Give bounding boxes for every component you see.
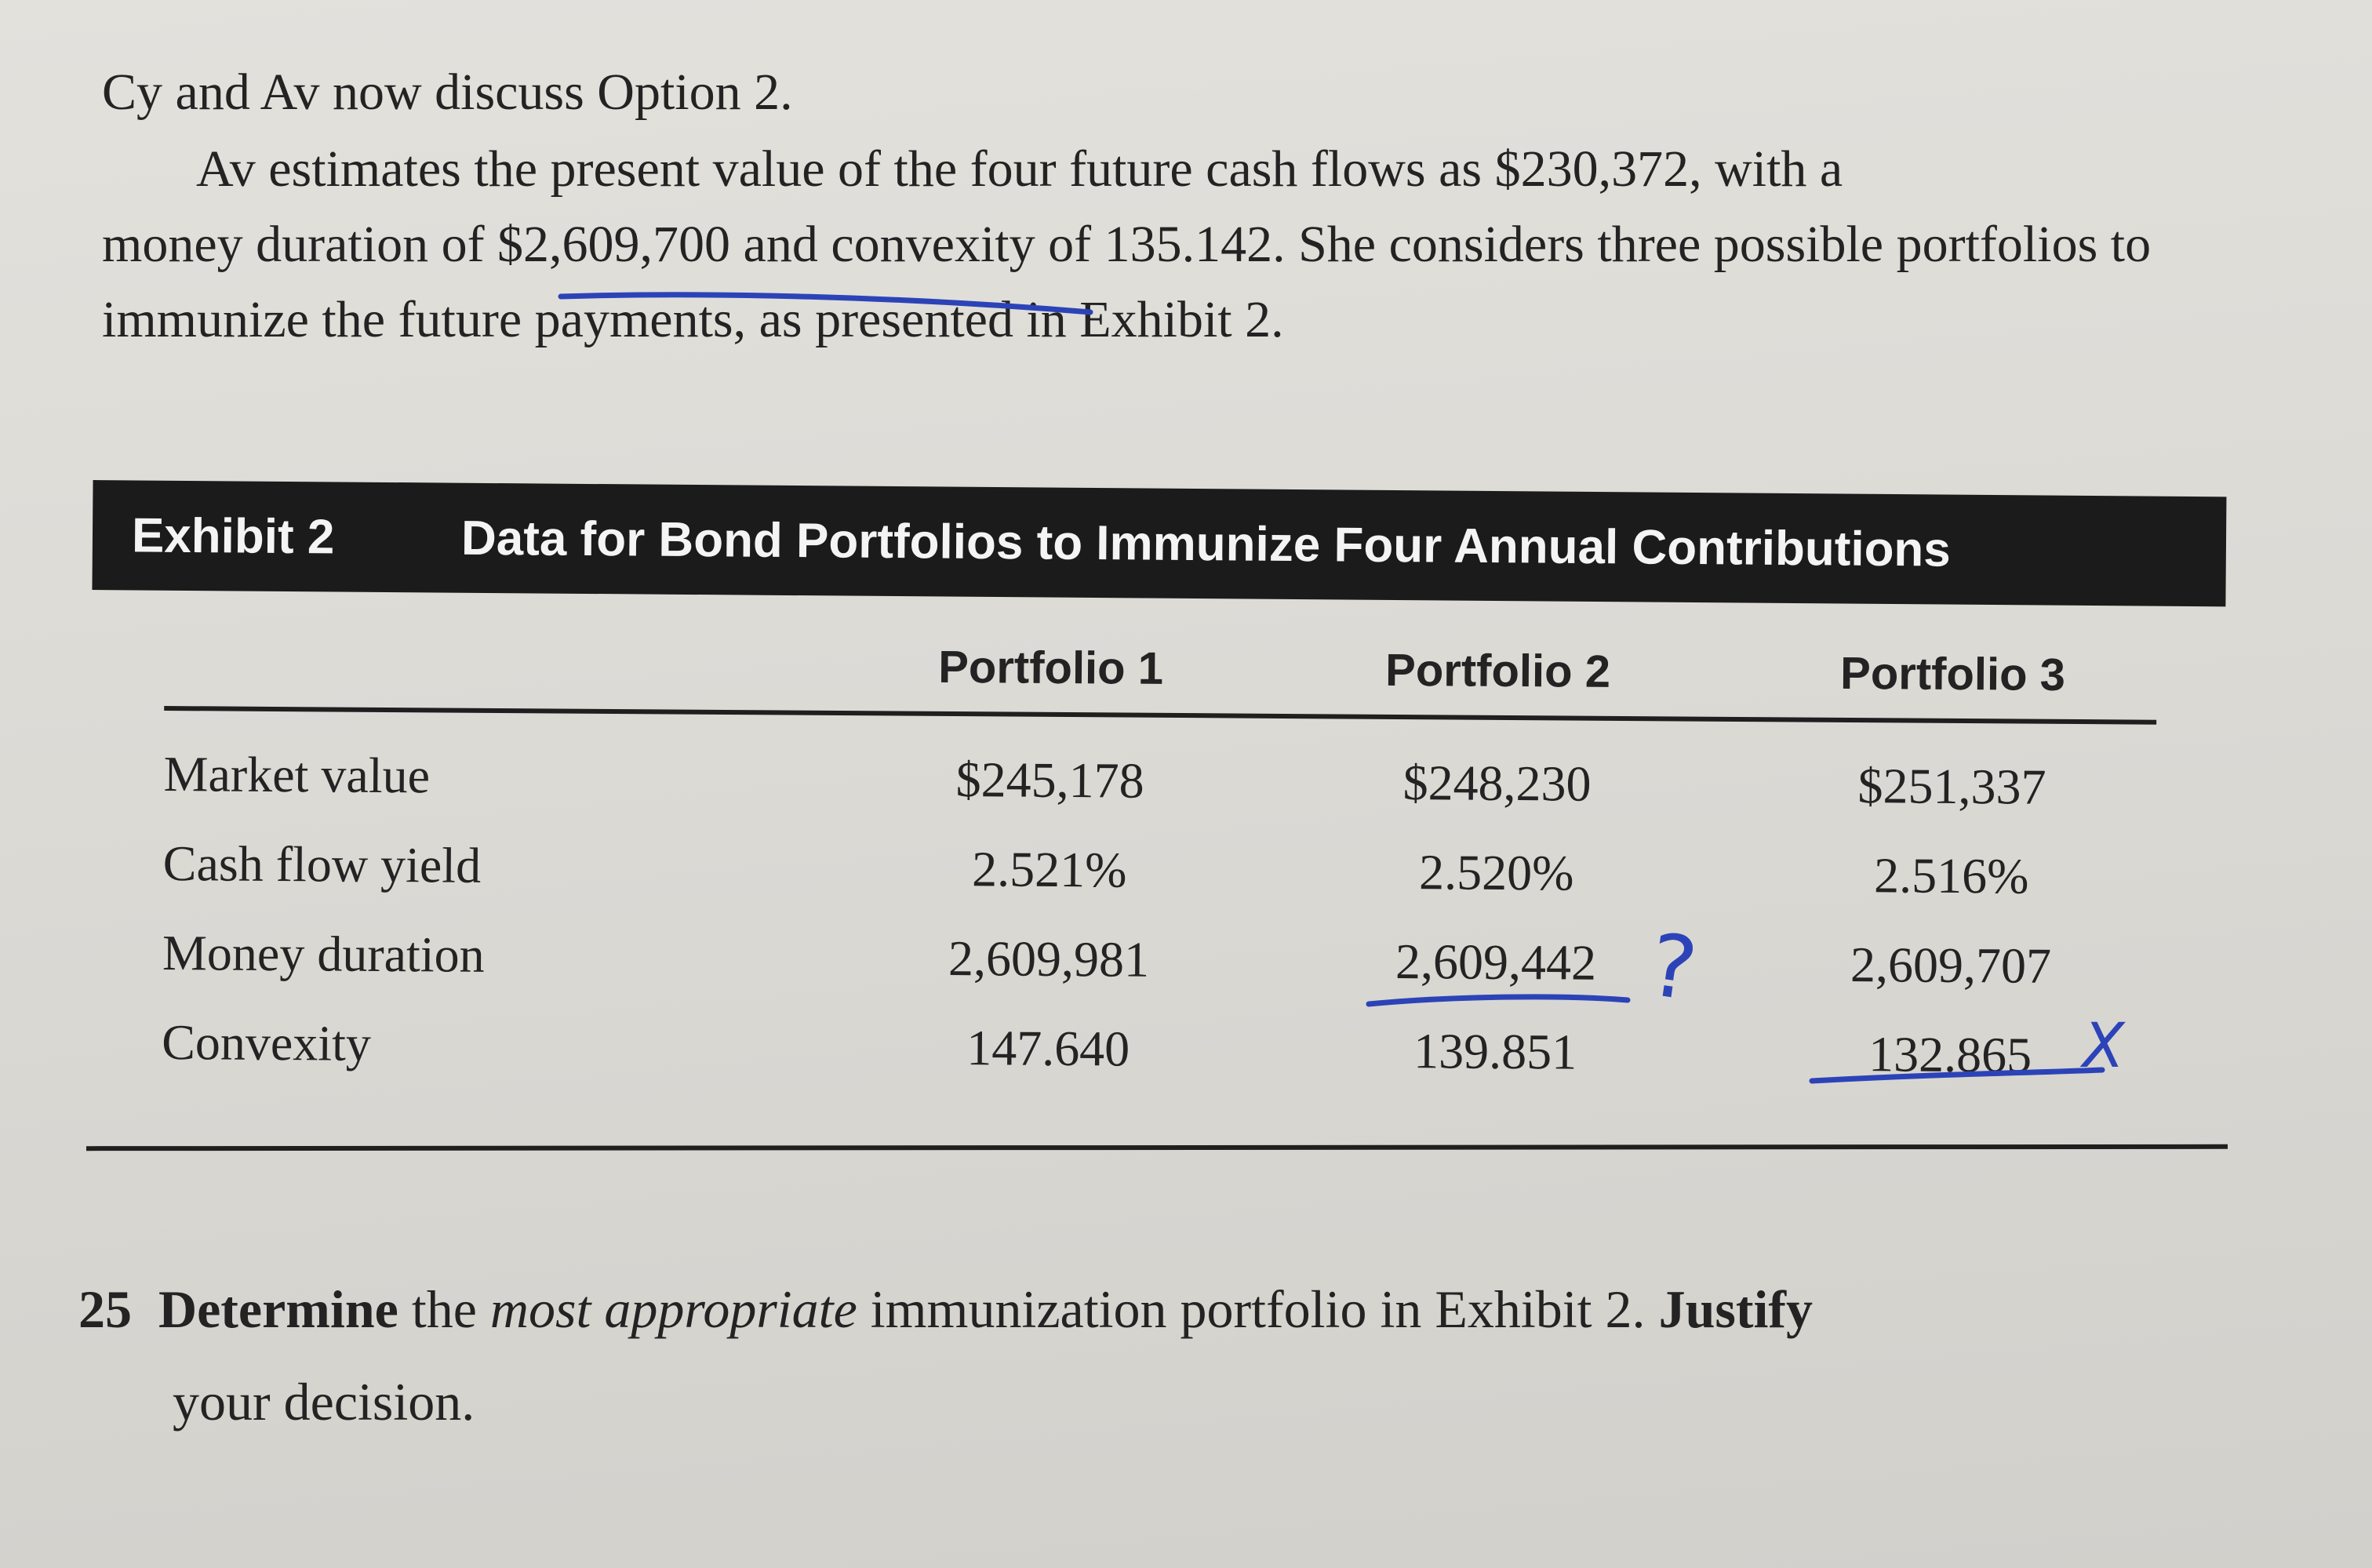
question-text-part2: immunization portfolio in Exhibit 2. bbox=[857, 1279, 1659, 1339]
cell-p1: 147.640 bbox=[966, 1020, 1130, 1077]
question-mark-annotation: ? bbox=[1643, 914, 1703, 1020]
cell-p3: $251,337 bbox=[1857, 758, 2046, 815]
intro-paragraph-rest: money duration of $2,609,700 and convexity of 135.142. She considers three possible portfolios to immunize the future payments, as presented in Exhibit 2. bbox=[102, 216, 2152, 348]
cell-p2: 139.851 bbox=[1413, 1023, 1577, 1080]
column-header-portfolio-1: Portfolio 1 bbox=[937, 641, 1164, 694]
table-row-cash-flow-yield bbox=[162, 819, 2156, 922]
row-label: Market value bbox=[163, 745, 431, 804]
question-25 bbox=[78, 1263, 2212, 1448]
cell-p1: 2.521% bbox=[971, 841, 1127, 898]
cell-p1: $245,178 bbox=[955, 751, 1144, 809]
table-body bbox=[162, 729, 2156, 1101]
exhibit-header-bar bbox=[92, 480, 2226, 606]
cell-p2: 2.520% bbox=[1418, 844, 1574, 901]
intro-paragraph-first-line: Av estimates the present value of the four future cash flows as $230,372, with a bbox=[196, 140, 1843, 198]
question-emphasis: most appropriate bbox=[489, 1279, 857, 1339]
cell-p2: $248,230 bbox=[1402, 755, 1592, 812]
question-number: 25 bbox=[78, 1279, 132, 1339]
row-label: Convexity bbox=[161, 1013, 372, 1071]
cross-mark-annotation: X bbox=[2083, 1011, 2125, 1082]
cell-p3: 132.865 bbox=[1868, 1026, 2032, 1083]
table-row-market-value bbox=[163, 729, 2156, 833]
question-verb-justify: Justify bbox=[1658, 1279, 1814, 1339]
table-row-convexity bbox=[162, 998, 2155, 1101]
question-text-part1: the bbox=[398, 1279, 490, 1339]
exhibit-label: Exhibit 2 bbox=[131, 508, 335, 564]
cell-p2: 2,609,442 bbox=[1395, 933, 1597, 991]
table-row-money-duration bbox=[162, 908, 2156, 1012]
column-header-portfolio-2: Portfolio 2 bbox=[1384, 644, 1611, 697]
intro-paragraph bbox=[102, 132, 2236, 358]
portfolio-table bbox=[161, 620, 2157, 1083]
row-label: Cash flow yield bbox=[162, 835, 482, 893]
table-bottom-rule bbox=[86, 1144, 2228, 1151]
table-header-row bbox=[164, 620, 2157, 720]
cell-p1: 2,609,981 bbox=[948, 930, 1150, 988]
cell-p3: 2,609,707 bbox=[1850, 937, 2052, 994]
exhibit-title: Data for Bond Portfolios to Immunize Four Annual Contributions bbox=[460, 511, 1952, 577]
question-verb: Determine bbox=[158, 1279, 398, 1339]
question-continuation: your decision. bbox=[173, 1372, 475, 1432]
intro-sentence: Cy and Av now discuss Option 2. bbox=[102, 64, 793, 121]
row-label: Money duration bbox=[162, 924, 485, 983]
column-header-portfolio-3: Portfolio 3 bbox=[1839, 647, 2066, 700]
cell-p3: 2.516% bbox=[1873, 847, 2029, 904]
